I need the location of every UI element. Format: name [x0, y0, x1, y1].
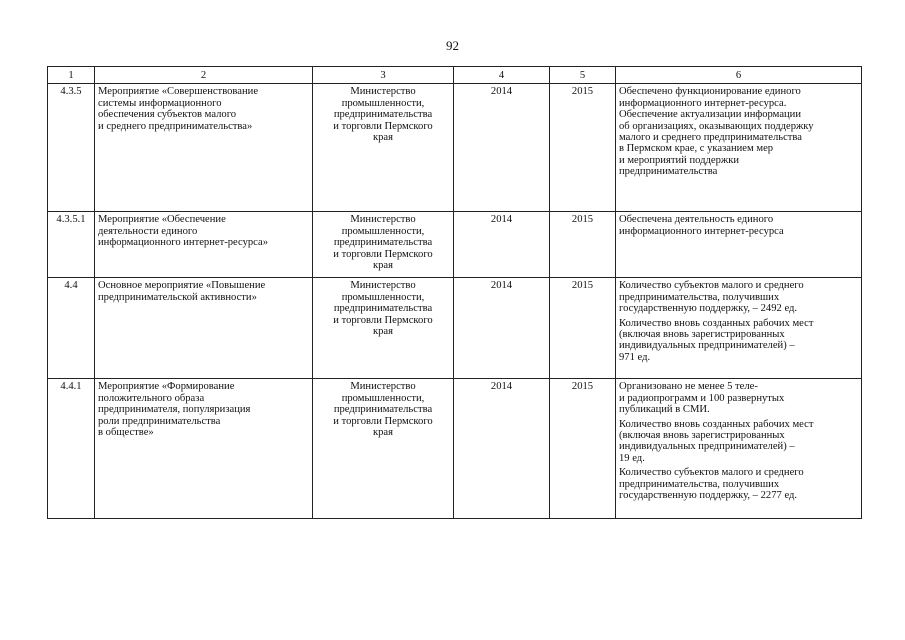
end-year-cell	[550, 278, 616, 379]
result-line: предпринимательства, получивших	[619, 291, 780, 303]
executor-line: предпринимательства	[333, 303, 433, 315]
measure-name-line: Основное мероприятие «Повышение	[98, 280, 266, 292]
result-cell	[616, 379, 862, 519]
executor-cell	[313, 212, 454, 278]
table-row	[48, 84, 862, 212]
header-cell-4: 4	[454, 67, 550, 84]
measure-name-line: Мероприятие «Обеспечение	[98, 214, 226, 226]
start-year: 2014	[490, 214, 513, 226]
row-number-cell	[48, 212, 95, 278]
measure-name-cell	[95, 278, 313, 379]
executor-line: Министерство	[350, 280, 416, 292]
executor-cell	[313, 84, 454, 212]
result-cell	[616, 84, 862, 212]
result-cell	[616, 212, 862, 278]
row-number-cell	[48, 379, 95, 519]
measure-name-line: положительного образа	[98, 392, 205, 404]
executor-line: промышленности,	[341, 225, 425, 237]
executor-line: промышленности,	[341, 392, 425, 404]
result-paragraph	[619, 86, 858, 177]
start-year-cell	[454, 278, 550, 379]
measure-name-line: предпринимателя, популяризация	[98, 404, 251, 416]
measure-name-line: информационного интернет-ресурса»	[98, 237, 269, 249]
measure-name-cell	[95, 379, 313, 519]
executor-cell	[313, 379, 454, 519]
result-line: информационного интернет-ресурса	[619, 225, 784, 237]
start-year-cell	[454, 379, 550, 519]
measure-name-line: обеспечения субъектов малого	[98, 109, 237, 121]
result-line: публикаций в СМИ.	[619, 404, 710, 416]
program-table	[47, 66, 862, 519]
result-line: предпринимательства	[619, 166, 718, 178]
header-cell-3: 3	[313, 67, 454, 84]
executor-line: предпринимательства	[333, 109, 433, 121]
result-line: 971 ед.	[619, 351, 651, 363]
end-year-cell	[550, 84, 616, 212]
result-line: Количество субъектов малого и среднего	[619, 280, 804, 292]
header-cell-1: 1	[48, 67, 95, 84]
start-year-cell	[454, 212, 550, 278]
measure-name-line: и среднего предпринимательства»	[98, 120, 253, 132]
header-row	[48, 67, 862, 84]
result-line: предпринимательства, получивших	[619, 478, 780, 490]
measure-name-line: Мероприятие «Формирование	[98, 381, 235, 393]
measure-name-line: деятельности единого	[98, 225, 198, 237]
result-paragraph	[619, 467, 858, 501]
start-year-cell	[454, 84, 550, 212]
page-number: 92	[446, 38, 459, 53]
row-number-cell	[48, 278, 95, 379]
result-line: малого и среднего предпринимательства	[619, 132, 803, 144]
result-line: и мероприятий поддержки	[619, 154, 740, 166]
executor-line: промышленности,	[341, 291, 425, 303]
header-cell-2: 2	[95, 67, 313, 84]
measure-name-line: в обществе»	[98, 427, 154, 439]
executor-line: Министерство	[350, 381, 416, 393]
measure-name-line: предпринимательской активности»	[98, 291, 257, 303]
measure-name-line: роли предпринимательства	[98, 415, 221, 427]
executor-line: и торговли Пермского	[333, 120, 433, 132]
end-year: 2015	[571, 86, 594, 98]
result-line: (включая вновь зарегистрированных	[619, 430, 785, 442]
result-line: Количество вновь созданных рабочих мест	[619, 418, 814, 430]
result-line: Обеспечение актуализации информации	[619, 109, 802, 121]
executor-line: края	[372, 427, 394, 439]
executor-line: края	[372, 260, 394, 272]
executor-line: края	[372, 132, 394, 144]
result-line: государственную поддержку, – 2492 ед.	[619, 303, 798, 315]
executor-line: Министерство	[350, 86, 416, 98]
start-year: 2014	[490, 280, 513, 292]
end-year: 2015	[571, 280, 594, 292]
row-number: 4.4.1	[60, 381, 82, 393]
result-line: в Пермском крае, с указанием мер	[619, 143, 774, 155]
result-line: Количество вновь созданных рабочих мест	[619, 317, 814, 329]
row-number-cell	[48, 84, 95, 212]
measure-name-cell	[95, 84, 313, 212]
result-paragraph	[619, 280, 858, 314]
executor-line: и торговли Пермского	[333, 415, 433, 427]
result-line: индивидуальных предпринимателей) –	[619, 340, 795, 352]
executor-line: предпринимательства	[333, 404, 433, 416]
result-line: Обеспечено функционирование единого	[619, 86, 801, 98]
start-year: 2014	[490, 381, 513, 393]
row-number: 4.4	[64, 280, 78, 292]
end-year: 2015	[571, 214, 594, 226]
end-year: 2015	[571, 381, 594, 393]
result-paragraph	[619, 214, 858, 237]
result-cell	[616, 278, 862, 379]
result-paragraph	[619, 381, 858, 415]
result-line: Количество субъектов малого и среднего	[619, 467, 804, 479]
executor-cell	[313, 278, 454, 379]
table-body	[48, 84, 862, 519]
executor-line: и торговли Пермского	[333, 248, 433, 260]
result-line: и радиопрограмм и 100 развернутых	[619, 392, 785, 404]
result-line: Обеспечена деятельность единого	[619, 214, 774, 226]
executor-line: промышленности,	[341, 97, 425, 109]
executor-line: предпринимательства	[333, 237, 433, 249]
result-line: государственную поддержку, – 2277 ед.	[619, 490, 798, 502]
result-line: индивидуальных предпринимателей) –	[619, 441, 795, 453]
result-line: об организациях, оказывающих поддержку	[619, 120, 814, 132]
result-line: 19 ед.	[619, 452, 645, 464]
row-number: 4.3.5.1	[56, 214, 86, 226]
result-paragraph	[619, 419, 858, 465]
start-year: 2014	[490, 86, 513, 98]
result-paragraph	[619, 318, 858, 364]
table-row	[48, 379, 862, 519]
header-cell-5: 5	[550, 67, 616, 84]
measure-name-cell	[95, 212, 313, 278]
header-cell-6: 6	[616, 67, 862, 84]
end-year-cell	[550, 212, 616, 278]
table-row	[48, 278, 862, 379]
measure-name-line: системы информационного	[98, 97, 222, 109]
end-year-cell	[550, 379, 616, 519]
executor-line: и торговли Пермского	[333, 314, 433, 326]
result-line: Организовано не менее 5 теле-	[619, 381, 758, 393]
row-number: 4.3.5	[60, 86, 82, 98]
measure-name-line: Мероприятие «Совершенствование	[98, 86, 259, 98]
executor-line: края	[372, 326, 394, 338]
table-row	[48, 212, 862, 278]
executor-line: Министерство	[350, 214, 416, 226]
result-line: информационного интернет-ресурса.	[619, 97, 787, 109]
result-line: (включая вновь зарегистрированных	[619, 329, 785, 341]
